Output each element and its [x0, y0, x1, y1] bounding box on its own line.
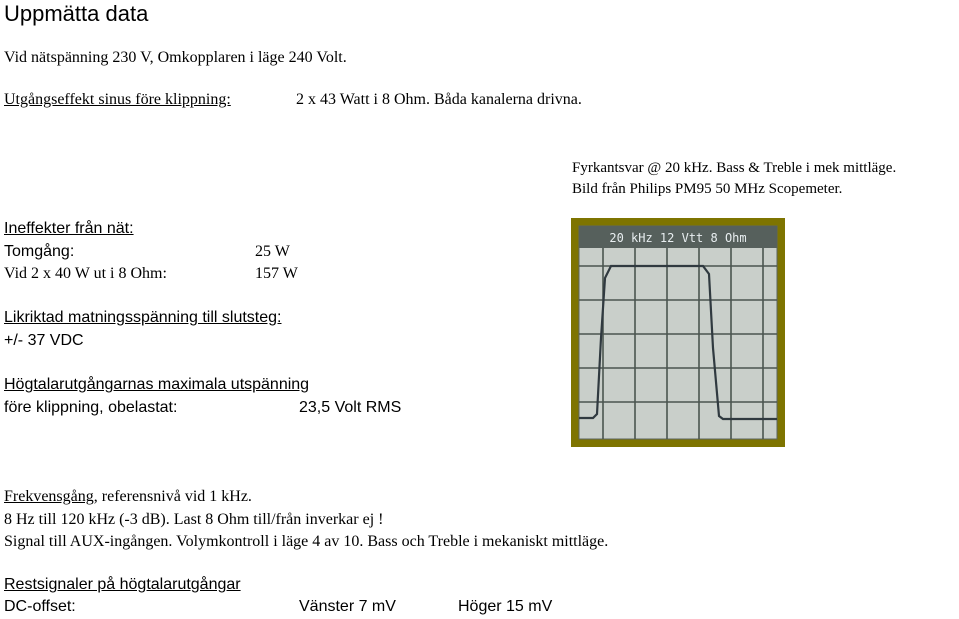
losses-heading: Ineffekter från nät:: [4, 220, 134, 237]
oscilloscope-screen: [571, 218, 785, 447]
scope-caption-line1: Fyrkantsvar @ 20 kHz. Bass & Treble i mek mittläge.: [572, 160, 897, 176]
supply-value: +/- 37 VDC: [4, 332, 84, 349]
dc-offset-left: Vänster 7 mV: [299, 598, 396, 615]
dc-offset-right: Höger 15 mV: [458, 598, 553, 615]
losses-row-load-value: 157 W: [255, 265, 298, 282]
scope-caption-line2: Bild från Philips PM95 50 MHz Scopemeter.: [572, 181, 843, 197]
losses-row-idle-label: Tomgång:: [4, 243, 75, 260]
max-voltage-value: 23,5 Volt RMS: [299, 399, 402, 416]
scope-screen-label: 20 kHz 12 Vtt 8 Ohm: [609, 231, 747, 245]
supply-heading: Likriktad matningsspänning till slutsteg:: [4, 309, 282, 326]
scope-screen-area: [579, 226, 777, 439]
max-voltage-label: före klippning, obelastat:: [4, 399, 178, 416]
max-voltage-heading: Högtalarutgångarnas maximala utspänning: [4, 376, 310, 393]
frequency-heading-row: [4, 489, 252, 505]
oscilloscope-image: [571, 218, 785, 447]
intro-line: Vid nätspänning 230 V, Omkopplaren i läge 240 Volt.: [4, 49, 347, 66]
page-title: Uppmätta data: [4, 1, 149, 26]
output-label: Utgångseffekt sinus före klippning:: [4, 91, 231, 108]
residual-heading: Restsignaler på högtalarutgångar: [4, 576, 241, 593]
frequency-line2: Signal till AUX-ingången. Volymkontroll i läge 4 av 10. Bass och Treble i mekaniskt mittläge.: [4, 533, 609, 550]
dc-offset-label: DC-offset:: [4, 598, 76, 615]
output-value: 2 x 43 Watt i 8 Ohm. Båda kanalerna drivna.: [296, 91, 582, 108]
losses-row-load-label: Vid 2 x 40 W ut i 8 Ohm:: [4, 265, 167, 282]
frequency-line1: 8 Hz till 120 kHz (-3 dB). Last 8 Ohm till/från inverkar ej !: [4, 511, 384, 528]
frequency-heading: Frekvensgång: [4, 488, 94, 505]
frequency-heading-rest: , referensnivå vid 1 kHz.: [93, 488, 252, 505]
losses-row-idle-value: 25 W: [255, 243, 290, 260]
